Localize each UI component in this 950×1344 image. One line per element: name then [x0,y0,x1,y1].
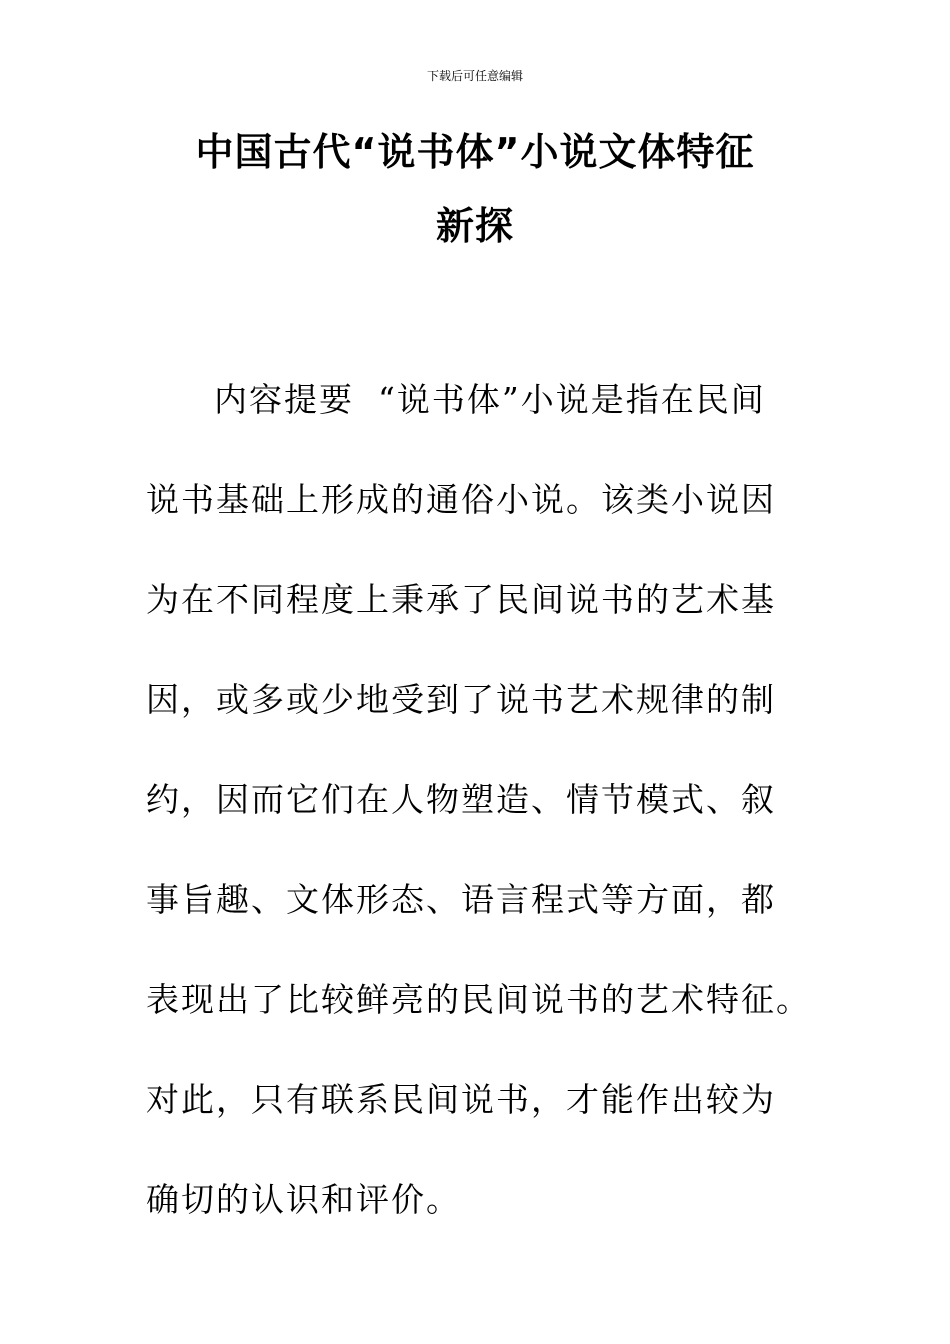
abstract-first-line [214,378,766,422]
abstract-line: 事旨趣、文体形态、语言程式等方面，都 [146,880,776,919]
header-note: 下载后可任意编辑 [426,69,523,83]
document-title-line-1: 中国古代“说书体”小说文体特征 [195,130,755,174]
abstract-label: 内容提要 [214,380,354,419]
abstract-line: 对此，只有联系民间说书，才能作出较为 [146,1080,776,1119]
abstract-line: 说书基础上形成的通俗小说。该类小说因 [146,480,776,519]
abstract-line: 确切的认识和评价。 [146,1180,461,1219]
document-title-line-2: 新探 [435,204,514,248]
abstract-line-text: “说书体”小说是指在民间 [378,380,766,419]
abstract-line: 为在不同程度上秉承了民间说书的艺术基 [146,580,776,619]
abstract-line: 因，或多或少地受到了说书艺术规律的制 [146,680,776,719]
abstract-line: 约，因而它们在人物塑造、情节模式、叙 [146,780,776,819]
abstract-line: 表现出了比较鲜亮的民间说书的艺术特征。 [146,980,811,1019]
